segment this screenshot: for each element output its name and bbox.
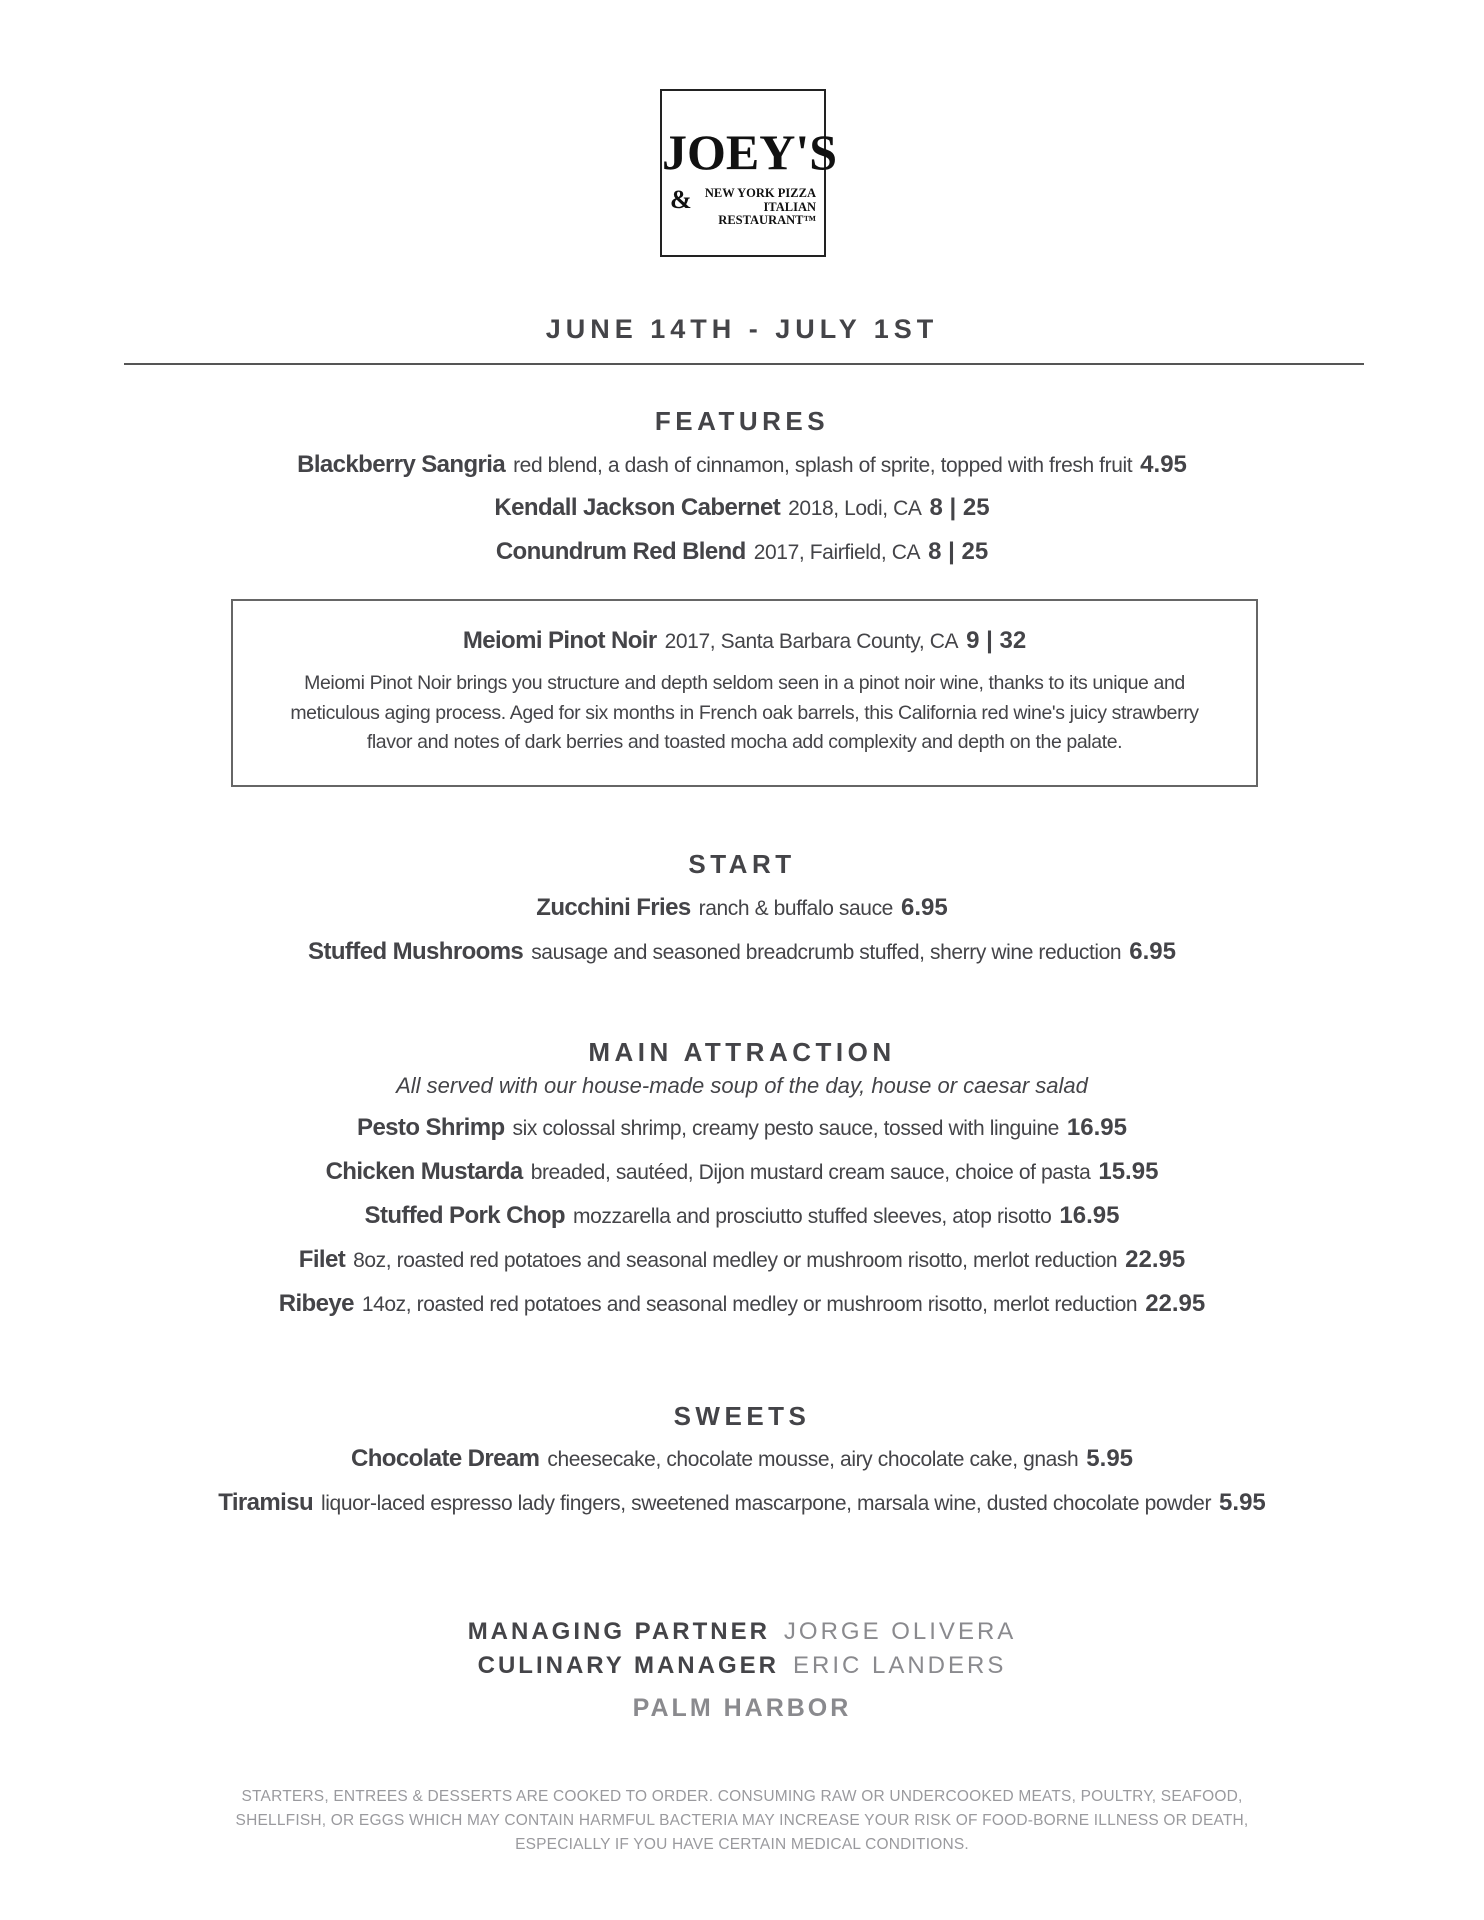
item-description: liquor-laced espresso lady fingers, sweetened mascarpone, marsala wine, dusted chocolate powder xyxy=(321,1492,1212,1515)
menu-item xyxy=(0,938,1484,966)
menu-item xyxy=(0,1158,1484,1186)
section-note: All served with our house-made soup of the day, house or caesar salad xyxy=(396,1073,1088,1098)
item-description: breaded, sautéed, Dijon mustard cream sauce, choice of pasta xyxy=(530,1161,1091,1184)
item-name: Tiramisu xyxy=(218,1489,314,1516)
logo-brand: JOEY'S xyxy=(662,124,838,180)
restaurant-location: PALM HARBOR xyxy=(632,1694,852,1722)
item-name: Ribeye xyxy=(278,1290,354,1317)
item-description: 14oz, roasted red potatoes and seasonal medley or mushroom risotto, merlot reduction xyxy=(361,1293,1138,1316)
food-safety-disclaimer xyxy=(200,1785,1284,1857)
item-name: Conundrum Red Blend xyxy=(495,538,746,565)
staff-person: ERIC LANDERS xyxy=(792,1652,1007,1679)
item-price: 4.95 xyxy=(1140,451,1187,478)
item-name: Chocolate Dream xyxy=(350,1445,540,1472)
menu-item xyxy=(0,538,1484,566)
item-description: 2018, Lodi, CA xyxy=(788,497,922,520)
item-price: 16.95 xyxy=(1066,1114,1127,1141)
menu-item xyxy=(0,894,1484,922)
section-title-features: FEATURES xyxy=(654,406,830,436)
item-description: 8oz, roasted red potatoes and seasonal medley or mushroom risotto, merlot reduction xyxy=(353,1249,1118,1272)
item-name: Meiomi Pinot Noir xyxy=(462,627,657,654)
item-price: 5.95 xyxy=(1086,1445,1134,1472)
logo-line-2: ITALIAN RESTAURANT™ xyxy=(718,200,816,227)
menu-item xyxy=(0,1489,1484,1517)
menu-date-range: JUNE 14TH - JULY 1ST xyxy=(545,314,939,344)
staff-line xyxy=(0,1618,1484,1646)
item-name: Stuffed Mushrooms xyxy=(308,938,524,965)
item-description: ranch & buffalo sauce xyxy=(698,897,893,920)
featured-wine-box xyxy=(231,599,1258,787)
description-line: Meiomi Pinot Noir brings you structure and depth seldom seen in a pinot noir wine, thanks to its unique and xyxy=(304,672,1185,694)
item-name: Pesto Shrimp xyxy=(357,1114,505,1141)
menu-item xyxy=(0,1290,1484,1318)
featured-wine-item xyxy=(233,627,1256,655)
item-name: Zucchini Fries xyxy=(536,894,691,921)
featured-wine-description xyxy=(263,669,1226,758)
staff-role: MANAGING PARTNER xyxy=(467,1618,770,1645)
logo-line-1: NEW YORK PIZZA xyxy=(704,186,816,200)
disclaimer-line: SHELLFISH, OR EGGS WHICH MAY CONTAIN HARMFUL BACTERIA MAY INCREASE YOUR RISK OF FOOD-BORNE ILLNESS OR DEATH, xyxy=(235,1812,1249,1829)
item-description: sausage and seasoned breadcrumb stuffed, sherry wine reduction xyxy=(531,941,1122,964)
item-price: 8 | 25 xyxy=(929,494,990,521)
description-line: flavor and notes of dark berries and toasted mocha add complexity and depth on the palate. xyxy=(366,731,1123,753)
item-description: 2017, Santa Barbara County, CA xyxy=(664,630,959,653)
logo-ampersand: & xyxy=(670,185,692,214)
restaurant-logo xyxy=(660,89,838,257)
item-price: 5.95 xyxy=(1219,1489,1266,1516)
item-description: mozzarella and prosciutto stuffed sleeves, atop risotto xyxy=(573,1205,1052,1228)
staff-role: CULINARY MANAGER xyxy=(477,1652,779,1679)
item-description: 2017, Fairfield, CA xyxy=(753,541,921,564)
staff-person: JORGE OLIVERA xyxy=(783,1618,1017,1645)
item-price: 6.95 xyxy=(1129,938,1176,965)
item-price: 9 | 32 xyxy=(966,627,1027,654)
item-price: 22.95 xyxy=(1145,1290,1206,1317)
item-name: Kendall Jackson Cabernet xyxy=(494,494,781,521)
menu-item xyxy=(0,1114,1484,1142)
item-name: Filet xyxy=(298,1246,346,1273)
disclaimer-line: ESPECIALLY IF YOU HAVE CERTAIN MEDICAL CONDITIONS. xyxy=(515,1836,969,1853)
description-line: meticulous aging process. Aged for six months in French oak barrels, this California red wine's juicy strawberry xyxy=(290,701,1199,724)
item-name: Blackberry Sangria xyxy=(297,451,506,478)
item-price: 8 | 25 xyxy=(928,538,989,565)
section-title-start: START xyxy=(688,849,796,879)
header-divider xyxy=(124,363,1364,365)
item-name: Chicken Mustarda xyxy=(325,1158,523,1185)
item-price: 15.95 xyxy=(1098,1158,1159,1185)
menu-item xyxy=(0,1445,1484,1473)
menu-item xyxy=(0,1246,1484,1274)
item-price: 6.95 xyxy=(900,894,948,921)
item-description: six colossal shrimp, creamy pesto sauce, tossed with linguine xyxy=(512,1117,1059,1140)
item-price: 22.95 xyxy=(1125,1246,1186,1273)
item-description: red blend, a dash of cinnamon, splash of sprite, topped with fresh fruit xyxy=(513,454,1133,477)
item-description: cheesecake, chocolate mousse, airy chocolate cake, gnash xyxy=(547,1448,1079,1471)
staff-line xyxy=(0,1652,1484,1680)
menu-item xyxy=(0,1202,1484,1230)
menu-item xyxy=(0,494,1484,522)
item-name: Stuffed Pork Chop xyxy=(364,1202,565,1229)
item-price: 16.95 xyxy=(1059,1202,1120,1229)
section-title-sweets: SWEETS xyxy=(673,1401,811,1431)
menu-item xyxy=(0,451,1484,479)
disclaimer-line: STARTERS, ENTREES & DESSERTS ARE COOKED TO ORDER. CONSUMING RAW OR UNDERCOOKED MEATS, POULTRY, SEAFOOD, xyxy=(241,1788,1243,1805)
section-title-main-attraction: MAIN ATTRACTION xyxy=(588,1037,896,1067)
